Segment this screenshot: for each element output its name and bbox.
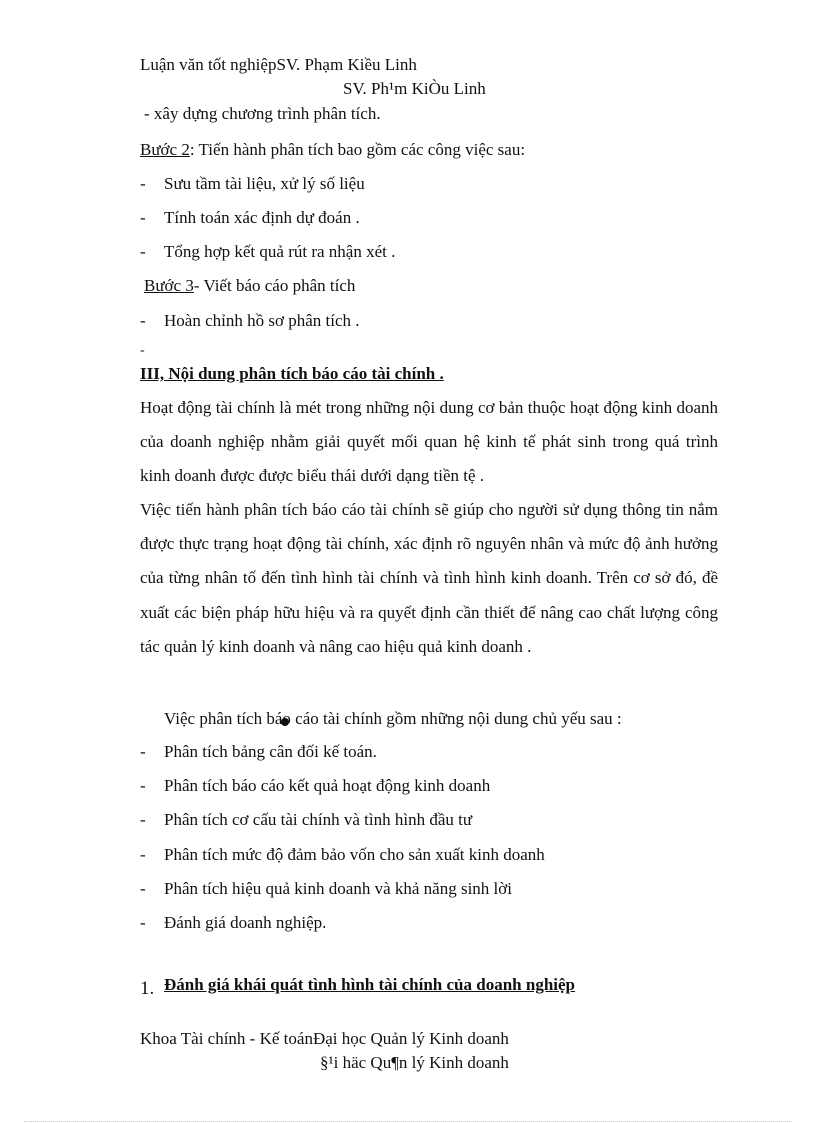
step-3-label: Bước 3: [144, 276, 194, 295]
section-3-paragraph-1: Hoạt động tài chính là mét trong những nội dung cơ bản thuộc hoạt động kinh doanh của doanh nghiệp nhằm giải quyết mối quan hệ kinh tế phát sinh trong quá trình kinh doanh được được biểu thái dưới dạng tiền tệ .: [140, 398, 718, 486]
header-line-1: Luận văn tốt nghiệpSV. Phạm Kiều Linh: [140, 55, 417, 74]
section-3-heading: III, Nội dung phân tích báo cáo tài chính .: [140, 364, 444, 383]
step-3-line: [144, 276, 355, 296]
section-1-heading: Đánh giá khái quát tình hình tài chính của doanh nghiệp: [164, 975, 576, 994]
footer-line-2: §¹i häc Qu¶n lý Kinh doanh: [320, 1053, 509, 1072]
step-2-text: : Tiến hành phân tích bao gồm các công việc sau:: [189, 140, 526, 159]
step-3-text: - Viết báo cáo phân tích: [193, 276, 356, 295]
step-intro: - xây dựng chương trình phân tích.: [144, 104, 381, 123]
page-bottom-divider: [24, 1121, 792, 1122]
stray-dash: -: [140, 343, 145, 358]
section-1-number: 1.: [140, 978, 155, 999]
bullet-item: Việc phân tích báo cáo tài chính gồm những nội dung chủ yếu sau :: [164, 709, 622, 728]
section-3-paragraph-2: Việc tiến hành phân tích báo cáo tài chính sẽ giúp cho người sử dụng thông tin nắm được thực trạng hoạt động tài chính, xác định rõ nguyên nhân và mức độ ảnh hưởng của từng nhân tố đến tình hình tài chính và tình hình kinh doanh. Trên cơ sở đó, đề xuất các biện pháp hữu hiệu và ra quyết định cần thiết để nâng cao chất lượng công tác quản lý kinh doanh và nâng cao hiệu quả kinh doanh .: [140, 500, 718, 656]
step-2-label: Bước 2: [140, 140, 190, 159]
header-line-2: SV. Ph¹m KiÒu Linh: [343, 79, 486, 98]
footer-line-1: Khoa Tài chính - Kế toánĐại học Quản lý Kinh doanh: [140, 1029, 509, 1048]
step-2-line: [140, 140, 525, 160]
